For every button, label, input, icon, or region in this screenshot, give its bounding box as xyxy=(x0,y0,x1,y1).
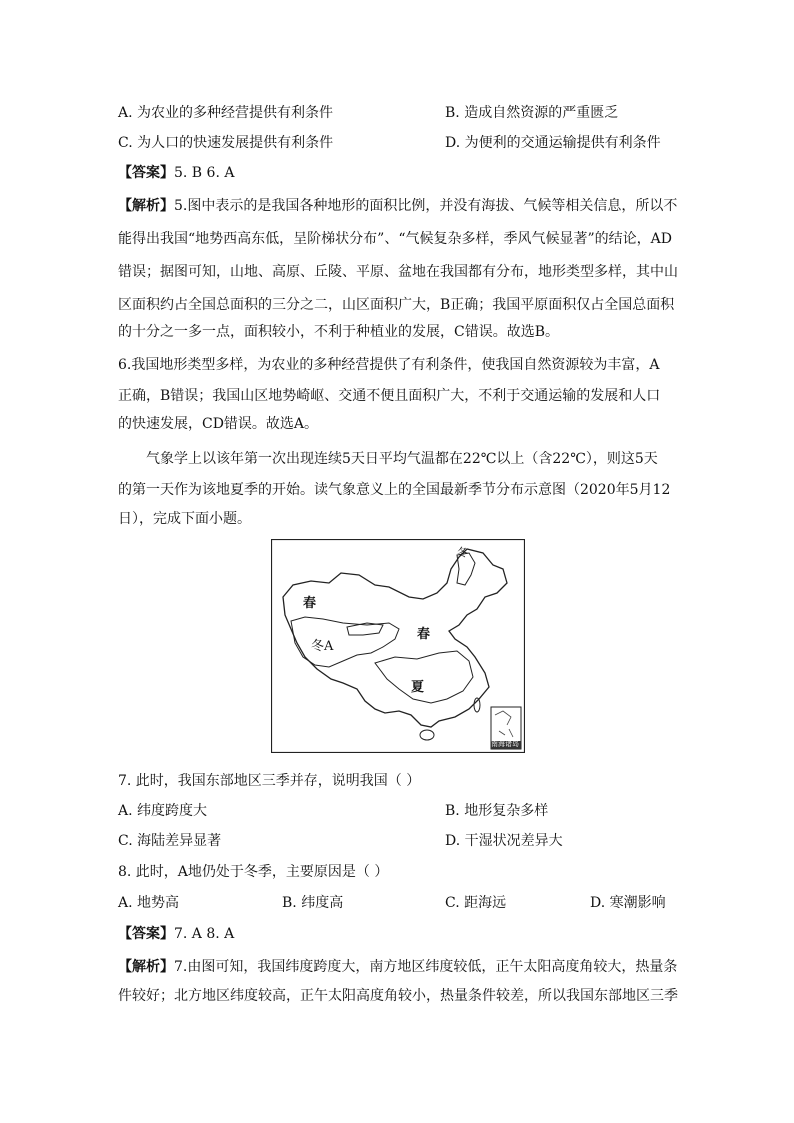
analysis-label: 【解析】 xyxy=(118,198,174,214)
q7-stem: 7. 此时，我国东部地区三季并存，说明我国（ ） xyxy=(118,773,421,789)
answer-text: 5. B 6. A xyxy=(174,165,235,181)
q5-option-b: B. 造成自然资源的严重匮乏 xyxy=(445,105,619,121)
analysis-5-6-line1: 【解析】5.图中表示的是我国各种地形的面积比例，并没有海拔、气候等相关信息，所以不 xyxy=(118,198,678,214)
map-label-spring-west: 春 xyxy=(303,596,317,611)
answer-label: 【答案】 xyxy=(118,165,174,181)
analysis-5-6-line6: 6.我国地形类型多样，为农业的多种经营提供了有利条件，使我国自然资源较为丰富，A xyxy=(118,357,660,373)
q7-option-a: A. 纬度跨度大 xyxy=(118,803,208,819)
map-frame xyxy=(272,540,525,753)
analysis-5-6-line5: 的十分之一多一点，面积较小，不利于种植业的发展，C错误。故选B。 xyxy=(118,324,559,340)
analysis-5-6-line8: 的快速发展，CD错误。故选A。 xyxy=(118,416,319,432)
inset-caption: 南海诸岛 xyxy=(491,740,519,748)
q7-option-d: D. 干湿状况差异大 xyxy=(445,833,563,849)
analysis-7-8-line2: 件较好；北方地区纬度较高，正午太阳高度角较小，热量条件较差，所以我国东部地区三季 xyxy=(118,988,678,1004)
map-label-winter-a: 冬A xyxy=(311,639,334,654)
intro-line2: 的第一天作为该地夏季的开始。读气象意义上的全国最新季节分布示意图（2020年5月12 xyxy=(118,482,671,498)
q8-option-d: D. 寒潮影响 xyxy=(590,895,666,911)
q8-option-b: B. 纬度高 xyxy=(282,895,344,911)
answer-7-8 xyxy=(118,924,234,944)
answer-text: 7. A 8. A xyxy=(174,926,235,942)
intro-line3: 日），完成下面小题。 xyxy=(118,511,251,527)
analysis-5-6-line4: 区面积约占全国总面积的三分之二，山区面积广大，B正确；我国平原面积仅占全国总面积 xyxy=(118,297,675,313)
q8-option-c: C. 距海远 xyxy=(445,895,507,911)
q8-option-a: A. 地势高 xyxy=(118,895,180,911)
q5-option-a: A. 为农业的多种经营提供有利条件 xyxy=(118,105,334,121)
q5-option-d: D. 为便利的交通运输提供有利条件 xyxy=(445,135,661,151)
analysis-7-8-line1: 【解析】7.由图可知，我国纬度跨度大，南方地区纬度较低，正午太阳高度角较大，热量条 xyxy=(118,959,678,975)
q7-option-b: B. 地形复杂多样 xyxy=(445,803,549,819)
q8-stem: 8. 此时，A地仍处于冬季，主要原因是（ ） xyxy=(118,864,389,880)
intro-line1: 气象学上以该年第一次出现连续5天日平均气温都在22℃以上（含22℃），则这5天 xyxy=(146,451,658,467)
answer-5-6 xyxy=(118,163,234,183)
map-label-spring-east: 春 xyxy=(417,627,431,642)
analysis-5-6-line3: 错误；据图可知，山地、高原、丘陵、平原、盆地在我国都有分布，地形类型多样，其中山 xyxy=(118,264,678,280)
answer-label: 【答案】 xyxy=(118,926,174,942)
q7-option-c: C. 海陆差异显著 xyxy=(118,833,222,849)
analysis-5-6-line2: 能得出我国“地势西高东低，呈阶梯状分布”、“气候复杂多样，季风气候显著”的结论，AD xyxy=(118,231,672,247)
season-map-figure xyxy=(271,539,525,753)
q5-option-c: C. 为人口的快速发展提供有利条件 xyxy=(118,135,334,151)
season-map xyxy=(271,539,525,753)
map-label-winter-ne: 冬 xyxy=(457,546,468,559)
analysis-5-6-line7: 正确，B错误；我国山区地势崎岖、交通不便且面积广大，不利于交通运输的发展和人口 xyxy=(118,388,661,404)
analysis-label: 【解析】 xyxy=(118,959,174,975)
map-label-summer: 夏 xyxy=(411,680,425,695)
